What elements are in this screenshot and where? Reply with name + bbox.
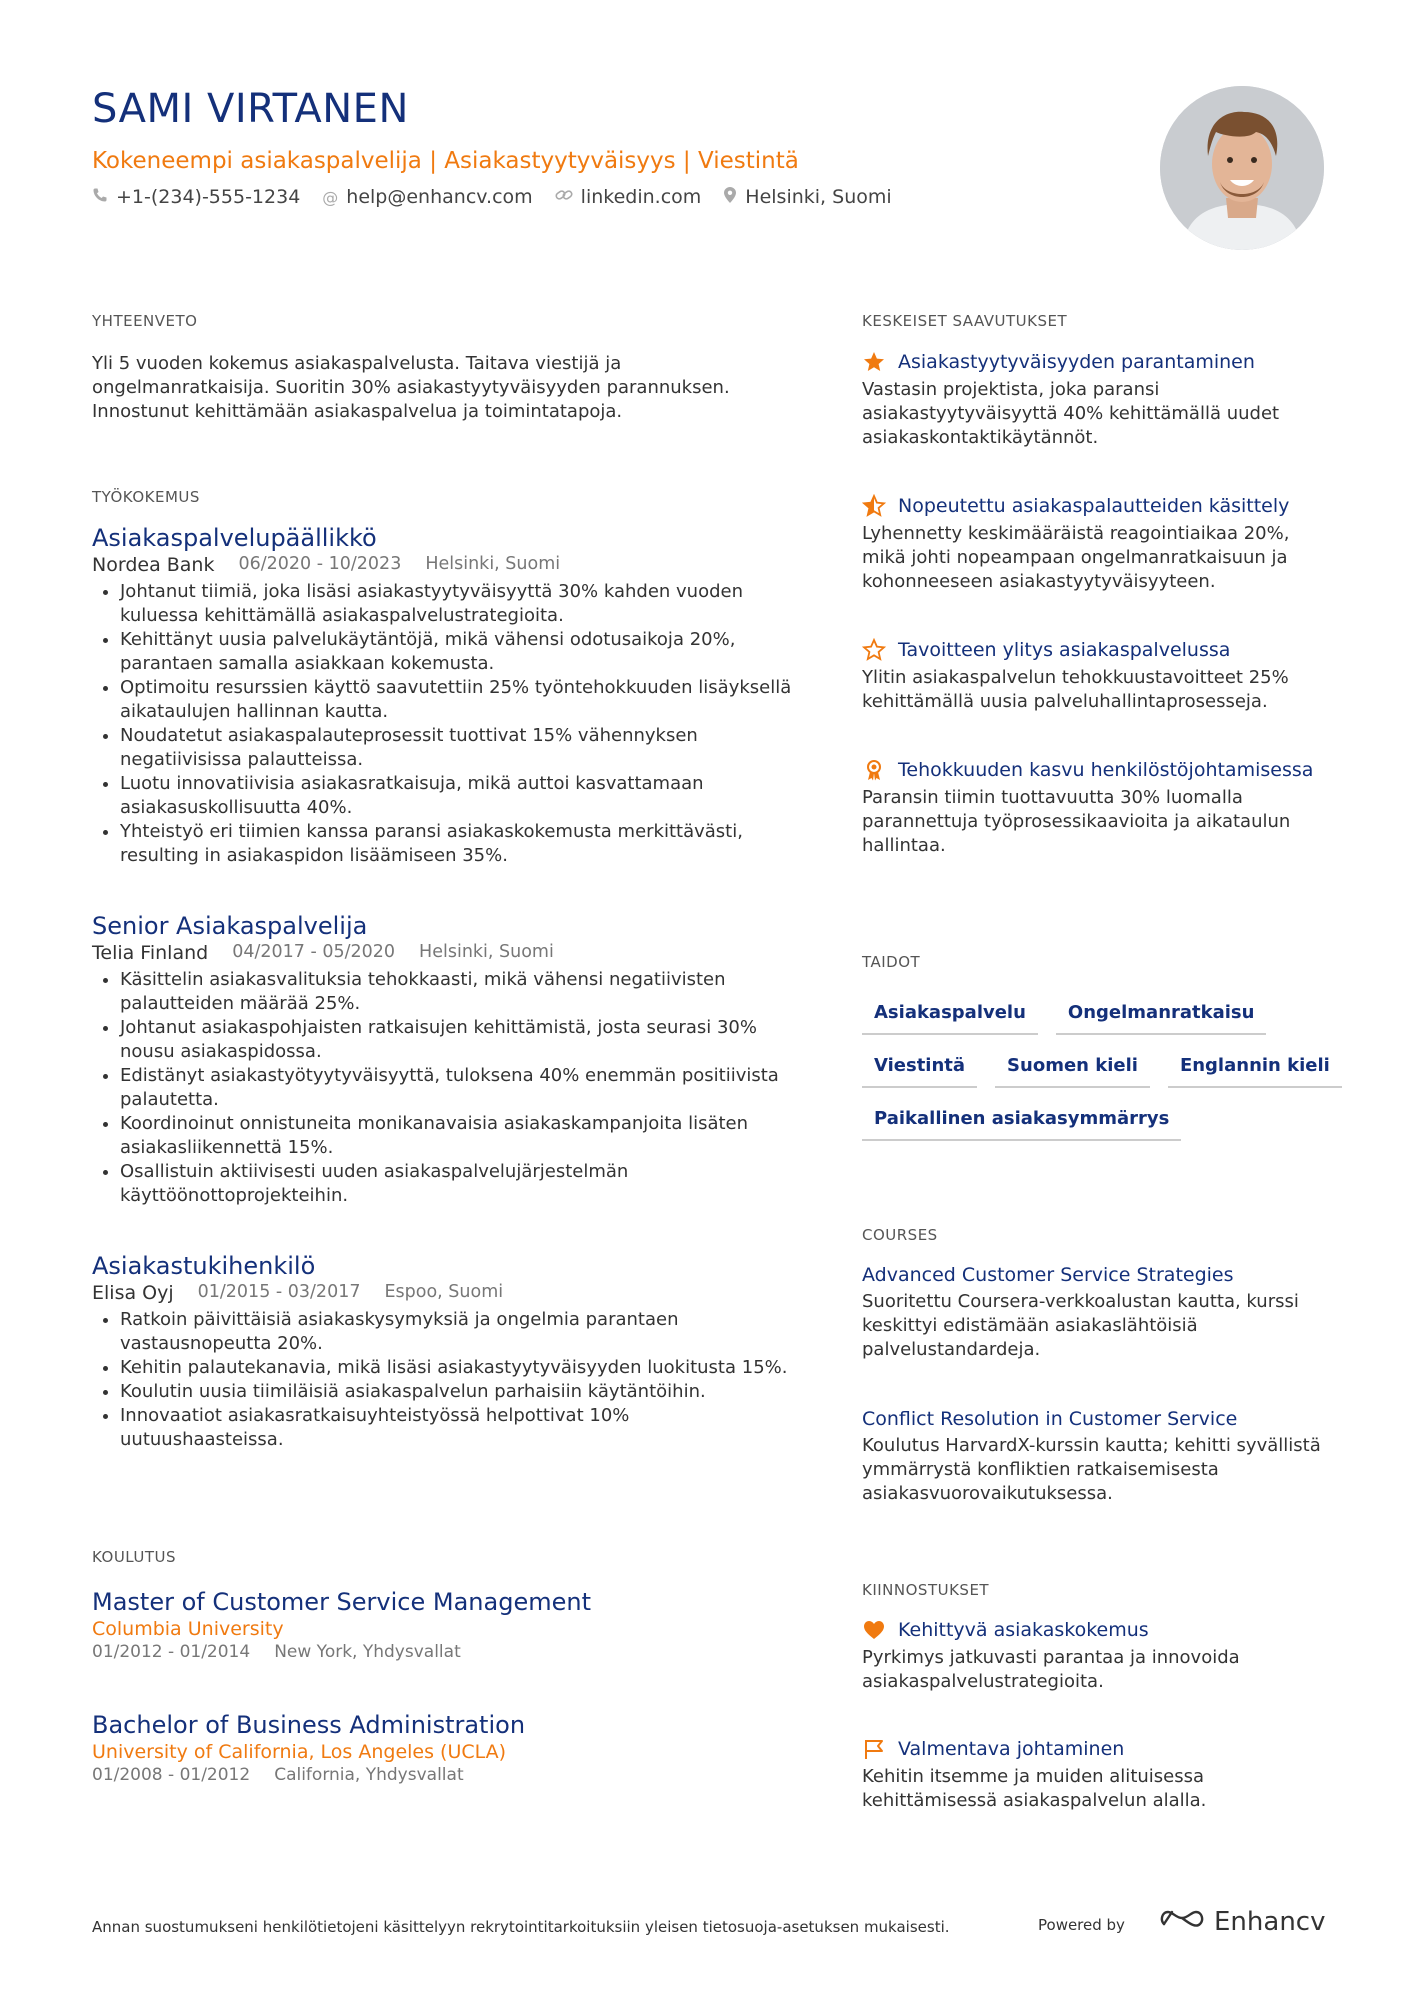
interest-title-row	[862, 1618, 1332, 1642]
achievement-title: Nopeutettu asiakaspalautteiden käsittely	[898, 495, 1290, 517]
achievement-title-row	[862, 494, 1322, 518]
achievements-heading: KESKEISET SAAVUTUKSET	[862, 312, 1068, 330]
location-pin-icon	[723, 186, 737, 208]
star-filled-icon	[862, 350, 886, 374]
job-company: Elisa Oyj	[92, 1282, 174, 1304]
job-location: Helsinki, Suomi	[425, 554, 561, 574]
education-school: Columbia University	[92, 1618, 284, 1640]
interest-title: Kehittyvä asiakaskokemus	[898, 1619, 1149, 1641]
contact-email	[322, 186, 532, 208]
skills-list	[862, 996, 1332, 1141]
skill-tag: Asiakaspalvelu	[862, 996, 1038, 1035]
skill-tag: Englannin kieli	[1168, 1049, 1342, 1088]
job-bullet: • Noudatetut asiakaspalauteprosessit tuottivat 15% vähennyksen negatiivisissa palautteissa.	[120, 724, 792, 772]
job-entry	[92, 912, 792, 1208]
job-bullet: • Koordinoinut onnistuneita monikanavaisia asiakaskampanjoita lisäten asiakasliikennettä 15%.	[120, 1112, 792, 1160]
brand-name: Enhancv	[1214, 1906, 1326, 1937]
education-entry	[92, 1588, 792, 1662]
job-bullet: • Johtanut asiakaspohjaisten ratkaisujen kehittämistä, josta seurasi 30% nousu asiakaspidossa.	[120, 1016, 792, 1064]
education-degree: Bachelor of Business Administration	[92, 1711, 526, 1739]
job-company: Nordea Bank	[92, 554, 215, 576]
candidate-subtitle: Kokeneempi asiakaspalvelija | Asiakastyytyväisyys | Viestintä	[92, 148, 799, 174]
email-text[interactable]: help@enhancv.com	[346, 186, 533, 208]
star-half-icon	[862, 494, 886, 518]
job-bullet: • Yhteistyö eri tiimien kanssa paransi asiakaskokemusta merkittävästi, resulting in asiakaspidon lisäämiseen 35%.	[120, 820, 792, 868]
job-company: Telia Finland	[92, 942, 209, 964]
achievement-item	[862, 350, 1322, 450]
education-dates: 01/2012 - 01/2014	[92, 1642, 251, 1662]
education-entry	[92, 1711, 792, 1785]
job-title: Senior Asiakaspalvelija	[92, 912, 368, 940]
job-bullet: • Kehittänyt uusia palvelukäytäntöjä, mikä vähensi odotusaikoja 20%, parantaen samalla asiakkaan kokemusta.	[120, 628, 792, 676]
profile-photo	[1160, 86, 1324, 250]
education-location: California, Yhdysvallat	[274, 1765, 464, 1785]
interest-item	[862, 1737, 1332, 1813]
education-meta	[92, 1765, 792, 1785]
interest-text: Pyrkimys jatkuvasti parantaa ja innovoida asiakaspalvelustrategioita.	[862, 1647, 1240, 1692]
achievement-text: Ylitin asiakaspalvelun tehokkuustavoitteet 25% kehittämällä uusia palveluhallintaprosesseja.	[862, 667, 1289, 712]
skills-row	[862, 996, 1332, 1035]
job-entry	[92, 1252, 792, 1452]
job-meta	[92, 554, 792, 576]
skill-tag: Paikallinen asiakasymmärrys	[862, 1102, 1181, 1141]
education-meta	[92, 1642, 792, 1662]
achievement-item	[862, 638, 1322, 714]
contact-phone	[92, 186, 300, 208]
achievement-title: Asiakastyytyväisyyden parantaminen	[898, 351, 1255, 373]
skill-tag: Viestintä	[862, 1049, 977, 1088]
course-title: Advanced Customer Service Strategies	[862, 1264, 1234, 1286]
job-bullet: • Osallistuin aktiivisesti uuden asiakaspalvelujärjestelmän käyttöönottoprojekteihin.	[120, 1160, 792, 1208]
course-text: Suoritettu Coursera-verkkoalustan kautta, kurssi keskittyi edistämään asiakaslähtöisiä palvelustandardeja.	[862, 1291, 1299, 1360]
education-heading: KOULUTUS	[92, 1548, 177, 1566]
job-bullets	[92, 968, 792, 1208]
job-bullet: • Ratkoin päivittäisiä asiakaskysymyksiä ja ongelmia parantaen vastausnopeutta 20%.	[120, 1308, 792, 1356]
job-bullet: • Käsittelin asiakasvalituksia tehokkaasti, mikä vähensi negatiivisten palautteiden määrää 25%.	[120, 968, 792, 1016]
location-text: Helsinki, Suomi	[745, 186, 892, 208]
achievement-text: Paransin tiimin tuottavuutta 30% luomalla parannettuja työprosessikaavioita ja aikataulun hallintaa.	[862, 787, 1291, 856]
education-degree: Master of Customer Service Management	[92, 1588, 591, 1616]
job-title: Asiakaspalvelupäällikkö	[92, 524, 377, 552]
phone-text[interactable]: +1-(234)-555-1234	[116, 186, 301, 208]
job-bullets	[92, 1308, 792, 1452]
heart-icon	[862, 1618, 886, 1642]
summary-text: Yli 5 vuoden kokemus asiakaspalvelusta. Taitava viestijä ja ongelmanratkaisija. Suoritin 30% asiakastyytyväisyyden parannuksen. Innostunut kehittämään asiakaspalvelua ja toimintatapoja.	[92, 353, 730, 422]
job-bullet: • Innovaatiot asiakasratkaisuyhteistyössä helpottivat 10% uutuushaasteissa.	[120, 1404, 792, 1452]
job-bullet: • Johtanut tiimiä, joka lisäsi asiakastyytyväisyyttä 30% kahden vuoden kuluessa kehittämällä asiakaspalvelustrategioita.	[120, 580, 792, 628]
at-icon: @	[322, 187, 339, 207]
job-bullet: • Optimoitu resurssien käyttö saavutettiin 25% työntehokkuuden lisäyksellä aikataulujen hallinnan kautta.	[120, 676, 792, 724]
achievement-title-row	[862, 638, 1322, 662]
job-meta	[92, 1282, 792, 1304]
job-dates: 04/2017 - 05/2020	[232, 942, 396, 962]
achievement-item	[862, 758, 1322, 858]
job-dates: 01/2015 - 03/2017	[197, 1282, 361, 1302]
candidate-name: SAMI VIRTANEN	[92, 86, 409, 132]
achievement-text: Lyhennetty keskimääräistä reagointiaikaa 20%, mikä johti nopeampaan ongelmanratkaisuun ja kohonneeseen asiakastyytyväisyyteen.	[862, 523, 1290, 592]
job-bullet: • Luotu innovatiivisia asiakasratkaisuja, mikä auttoi kasvattamaan asiakasuskollisuutta 40%.	[120, 772, 792, 820]
skills-row	[862, 1102, 1332, 1141]
achievement-item	[862, 494, 1322, 594]
contact-bar	[92, 186, 892, 208]
enhancv-brand[interactable]	[1160, 1906, 1325, 1937]
interest-title-row	[862, 1737, 1332, 1761]
job-location: Espoo, Suomi	[384, 1282, 504, 1302]
skills-row	[862, 1049, 1332, 1088]
course-item	[862, 1264, 1332, 1362]
star-outline-icon	[862, 638, 886, 662]
experience-heading: TYÖKOKEMUS	[92, 488, 200, 506]
interest-text: Kehitin itsemme ja muiden alituisessa kehittämisessä asiakaspalvelun alalla.	[862, 1766, 1207, 1811]
achievement-title: Tavoitteen ylitys asiakaspalvelussa	[898, 639, 1231, 661]
achievement-title-row	[862, 758, 1322, 782]
job-dates: 06/2020 - 10/2023	[238, 554, 402, 574]
contact-linkedin	[555, 186, 702, 208]
job-meta	[92, 942, 792, 964]
award-ribbon-icon	[862, 758, 886, 782]
skill-tag: Suomen kieli	[995, 1049, 1150, 1088]
course-text: Koulutus HarvardX-kurssin kautta; kehitti syvällistä ymmärrystä konfliktien ratkaisemisesta asiakasvuorovaikutuksessa.	[862, 1435, 1321, 1504]
interests-heading: KIINNOSTUKSET	[862, 1581, 990, 1599]
education-school: University of California, Los Angeles (UCLA)	[92, 1741, 507, 1763]
courses-heading: COURSES	[862, 1226, 938, 1244]
job-title: Asiakastukihenkilö	[92, 1252, 316, 1280]
job-bullet: • Koulutin uusia tiimiläisiä asiakaspalvelun parhaisiin käytäntöihin.	[120, 1380, 792, 1404]
skills-heading: TAIDOT	[862, 953, 921, 971]
interest-item	[862, 1618, 1332, 1694]
interest-title: Valmentava johtaminen	[898, 1738, 1125, 1760]
achievement-text: Vastasin projektista, joka paransi asiakastyytyväisyyttä 40% kehittämällä uudet asiakaskontaktikäytännöt.	[862, 379, 1280, 448]
enhancv-logo-icon	[1160, 1906, 1204, 1937]
job-bullet: • Kehitin palautekanavia, mikä lisäsi asiakastyytyväisyyden luokitusta 15%.	[120, 1356, 792, 1380]
flag-icon	[862, 1737, 886, 1761]
education-dates: 01/2008 - 01/2012	[92, 1765, 251, 1785]
phone-icon	[92, 187, 108, 207]
job-bullets	[92, 580, 792, 868]
job-location: Helsinki, Suomi	[419, 942, 554, 962]
powered-by-label: Powered by	[1038, 1916, 1125, 1934]
skill-tag: Ongelmanratkaisu	[1056, 996, 1267, 1035]
education-location: New York, Yhdysvallat	[274, 1642, 461, 1662]
course-item	[862, 1408, 1332, 1506]
link-icon	[555, 187, 573, 207]
job-entry	[92, 524, 792, 868]
achievement-title-row	[862, 350, 1322, 374]
summary-heading: YHTEENVETO	[92, 312, 198, 330]
linkedin-text[interactable]: linkedin.com	[580, 186, 702, 208]
job-bullet: • Edistänyt asiakastyötyytyväisyyttä, tuloksena 40% enemmän positiivista palautetta.	[120, 1064, 792, 1112]
achievement-title: Tehokkuuden kasvu henkilöstöjohtamisessa	[898, 759, 1314, 781]
course-title: Conflict Resolution in Customer Service	[862, 1408, 1238, 1430]
gdpr-consent: Annan suostumukseni henkilötietojeni käsittelyyn rekrytointitarkoituksiin yleisen tietosuoja-asetuksen mukaisesti.	[92, 1918, 950, 1936]
contact-location	[723, 186, 891, 208]
